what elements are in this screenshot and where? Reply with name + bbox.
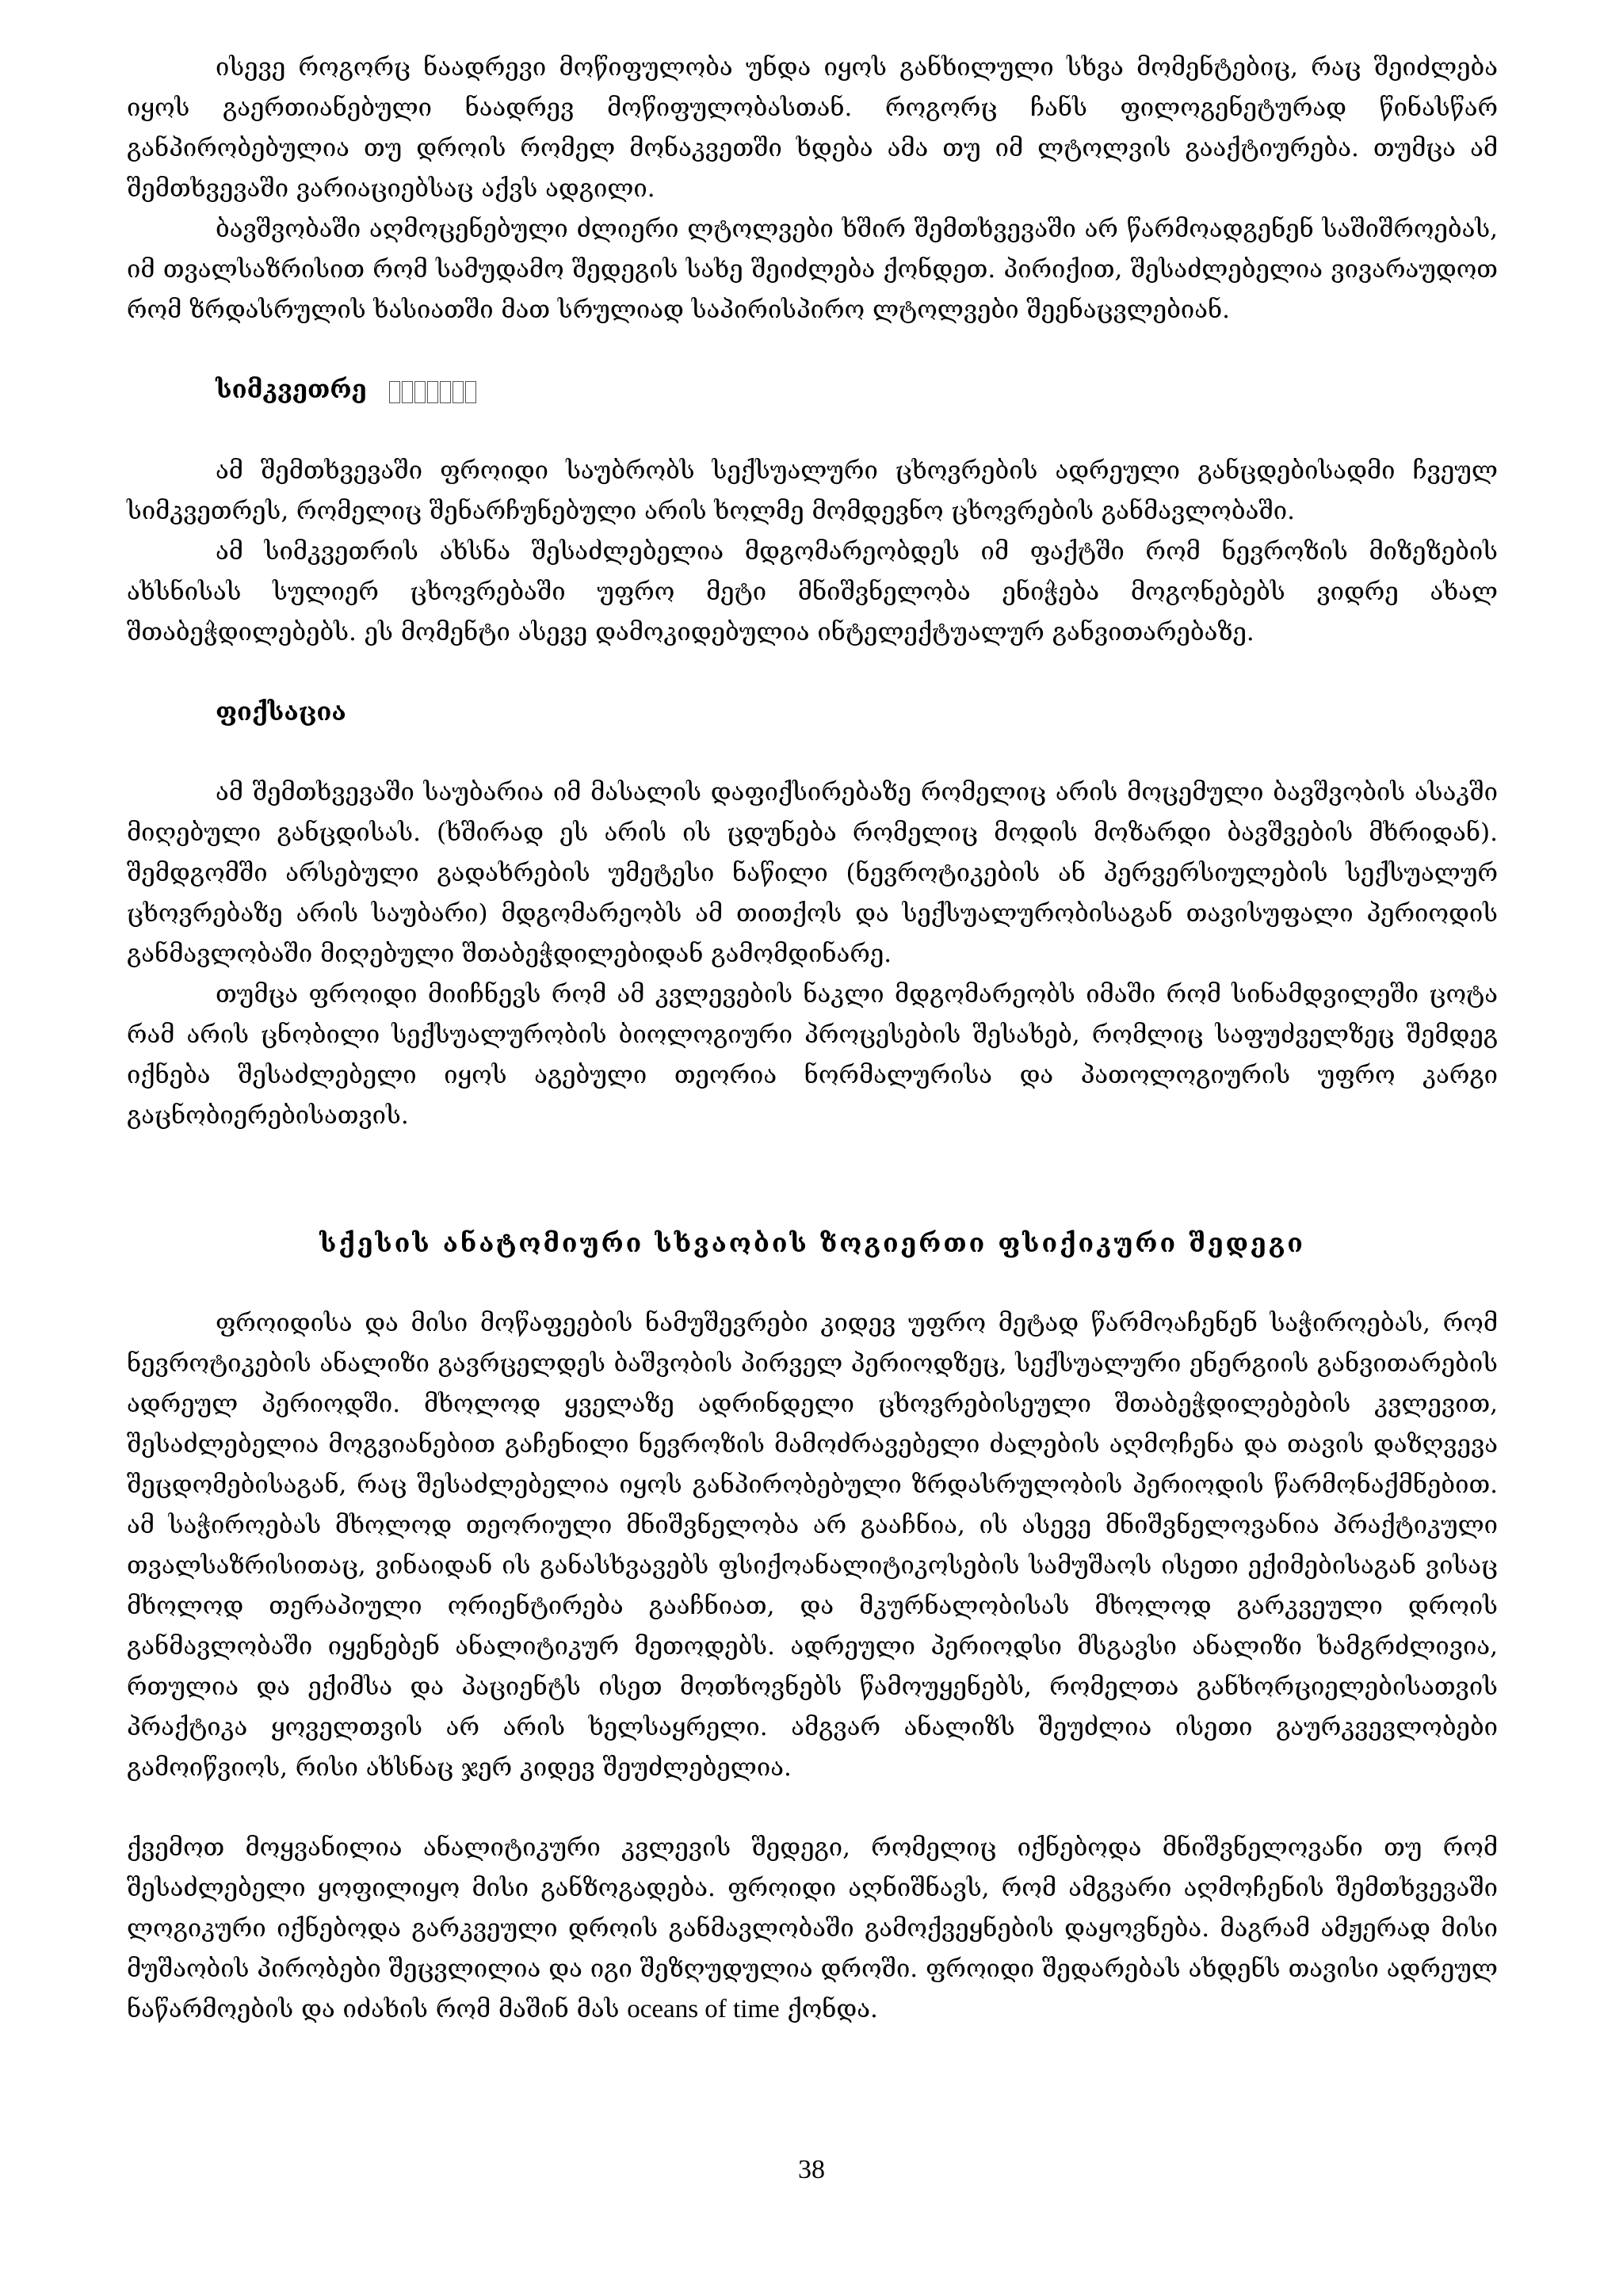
paragraph-8-latin-phrase: oceans of time — [627, 1995, 780, 2023]
page-number: 38 — [798, 2155, 825, 2184]
missing-glyph-box — [453, 381, 464, 403]
missing-glyph-box — [427, 381, 438, 403]
paragraph-6: თუმცა ფროიდი მიიჩნევს რომ ამ კვლევების ნაკლი მდგომარეობს იმაში რომ სინამდვილეში ცოტა რამ არის ცნობილი სექსუალურობის ბიოლოგიური პროცესების შესახებ, რომლიც საფუძველზეც შემდეგ იქნება შესაძლებელი იყოს აგებული თეორია ნორმალურისა და პათოლოგიურის უფრო კარგი გაცნობიერებისათვის. — [127, 980, 1498, 1130]
missing-glyph-box — [465, 381, 476, 403]
paragraph-7: ფროიდისა და მისი მოწაფეების ნამუშევრები კიდევ უფრო მეტად წარმოაჩენენ საჭიროებას, რომ ნევროტიკების ანალიზი გავრცელდეს ბაშვობის პირველ პერიოდზეც, სექსუალური ენერგიის განვითარების ადრეულ პერიოდში. მხოლოდ ყველაზე ადრინდელი ცხოვრებისეული შთაბეჭდილებების კვლევით, შესაძლებელია მოგვიანებით გაჩენილი ნევროზის მამოძრავებელი ძალების აღმოჩენა და თავის დაზღვევა შეცდომებისაგან, რაც შესაძლებელია იყოს განპირობებული ზრდასრულობის პერიოდის წარმონაქმნებით. ამ საჭიროებას მხოლოდ თეორიული მნიშვნელობა არ გააჩნია, ის ასევე მნიშვნელოვანია პრაქტიკული თვალსაზრისითაც, ვინაიდან ის განასხვავებს ფსიქოანალიტიკოსების სამუშაოს ისეთი ექიმებისაგან ვისაც მხოლოდ თერაპიული ორიენტირება გააჩნიათ, და მკურნალობისას მხოლოდ გარკვეული დროის განმავლობაში იყენებენ ანალიტიკურ მეთოდებს. ადრეული პერიოდსი მსგავსი ანალიზი ხამგრძლივია, რთულია და ექიმსა და პაციენტს ისეთ მოთხოვნებს წამოუყენებს, რომელთა განხორციელებისათვის პრაქტიკა ყოველთვის არ არის ხელსაყრელი. ამგვარ ანალიზს შეუძლია ისეთი გაურკვევლობები გამოიწვიოს, რისი ახსნაც ჯერ კიდევ შეუძლებელია. — [127, 1309, 1498, 1782]
paragraph-4: ამ სიმკვეთრის ახსნა შესაძლებელია მდგომარეობდეს იმ ფაქტში რომ ნევროზის მიზეზების ახსნისას სულიერ ცხოვრებაში უფრო მეტი მნიშვნელობა ენიჭება მოგონებებს ვიდრე ახალ შთაბეჭდილებებს. ეს მომენტი ასევე დამოკიდებულია ინტელექტუალურ განვითარებაზე. — [127, 537, 1498, 646]
missing-glyph-boxes — [389, 371, 478, 411]
missing-glyph-box — [402, 381, 413, 403]
heading-fiksacia: ფიქსაცია — [216, 698, 346, 727]
paragraph-8 — [127, 1828, 1498, 2030]
paragraph-2: ბავშვობაში აღმოცენებული ძლიერი ლტოლვები ხშირ შემთხვევაში არ წარმოადგენენ საშიშროებას, იმ თვალსაზრისით რომ სამუდამო შედეგის სახე შეიძლება ქონდეთ. პირიქით, შესაძლებელია ვივარაუდოთ რომ ზრდასრულის ხასიათში მათ სრულიად საპირისპირო ლტოლვები შეენაცვლებიან. — [127, 215, 1498, 324]
heading-simkvetre — [127, 370, 1498, 411]
missing-glyph-box — [389, 381, 400, 403]
paragraph-8-text: ქვემოთ მოყვანილია ანალიტიკური კვლევის შედეგი, რომელიც იქნებოდა მნიშვნელოვანი თუ რომ შესაძლებელი ყოფილიყო მისი განზოგადება. ფროიდი აღნიშნავს, რომ ამგვარი აღმოჩენის შემთხვევაში ლოგიკური იქნებოდა გარკვეული დროის განმავლობაში გამოქვეყნების დაყოვნება. მაგრამ ამჟერად მისი მუშაობის პირობები შეცვლილია და იგი შეზღუდულია დროში. ფროიდი შედარებას ახდენს თავისი ადრეულ ნაწარმოების და იძახის რომ მაშინ მას — [127, 1833, 1498, 2023]
paragraph-8-end: ქონდა. — [779, 1995, 878, 2023]
paragraph-3: ამ შემთხვევაში ფროიდი საუბრობს სექსუალური ცხოვრების ადრეული განცდებისადმი ჩვეულ სიმკვეთრეს, რომელიც შენარჩუნებული არის ხოლმე მომდევნო ცხოვრების განმავლობაში. — [127, 456, 1498, 525]
document-page — [127, 48, 1498, 2030]
paragraph-5: ამ შემთხვევაში საუბარია იმ მასალის დაფიქსირებაზე რომელიც არის მოცემული ბავშვობის ასაკში მიღებული განცდისას. (ხშირად ეს არის ის ცდუნება რომელიც მოდის მოზარდი ბავშვების მხრიდან). შემდგომში არსებული გადახრების უმეტესი ნაწილი (ნევროტიკების ან პერვერსიულების სექსუალურ ცხოვრებაზე არის საუბარი) მდგომარეობს ამ თითქოს და სექსუალურობისაგან თავისუფალი პერიოდის განმავლობაში მიღებული შთაბეჭდილებიდან გამომდინარე. — [127, 778, 1498, 968]
paragraph-1: ისევე როგორც ნაადრევი მოწიფულობა უნდა იყოს განხილული სხვა მომენტებიც, რაც შეიძლება იყოს გაერთიანებული ნაადრევ მოწიფულობასთან. როგორც ჩანს ფილოგენეტურად წინასწარ განპირობებულია თუ დროის რომელ მონაკვეთში ხდება ამა თუ იმ ლტოლვის გააქტიურება. თუმცა ამ შემთხვევაში ვარიაციებსაც აქვს ადგილი. — [127, 53, 1498, 203]
missing-glyph-box — [440, 381, 451, 403]
heading-simkvetre-text: სიმკვეთრე — [216, 376, 367, 404]
section-title: სქესის ანატომიური სხვაობის ზოგიერთი ფსიქიკური შედეგი — [319, 1228, 1305, 1258]
missing-glyph-box — [414, 381, 426, 403]
